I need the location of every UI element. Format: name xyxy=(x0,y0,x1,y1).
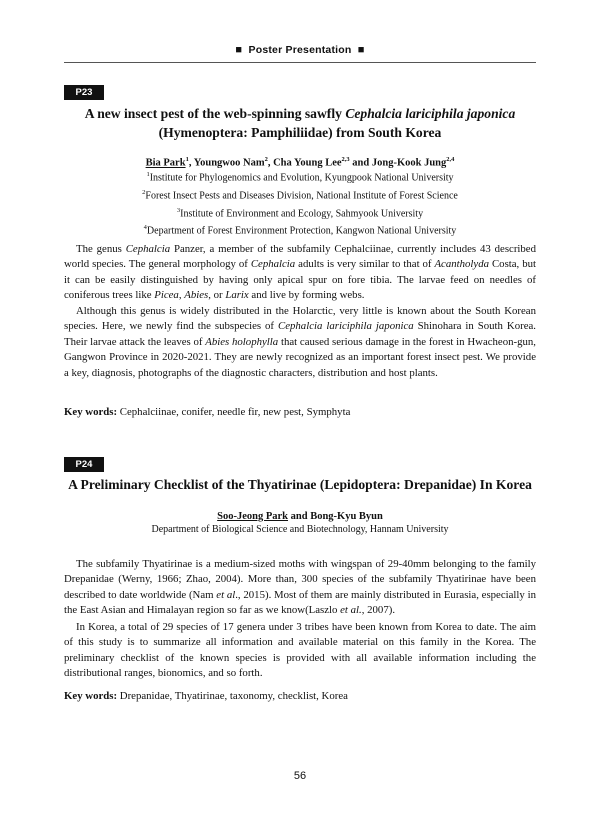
keywords-line xyxy=(64,405,536,420)
author-name: Cha Young Lee xyxy=(273,157,342,169)
italic-term: Abies holophylla xyxy=(205,335,279,348)
author-list xyxy=(64,510,536,524)
author-name: and Bong-Kyu Byun xyxy=(290,511,383,522)
page-number: 56 xyxy=(293,770,307,782)
affiliation-list xyxy=(64,168,536,239)
affiliation-line xyxy=(64,221,536,239)
author-sup: 1 xyxy=(185,156,189,163)
paragraph-text: that caused serious damage in the forest in Hwacheon-gun, Gangwon Province in 2020-2021. They are newly recognized as an important forest insect pest. We provide a key, diagnosis, photographs of the diagnostic characters, distribution and host plants. xyxy=(64,335,536,379)
header-text: Poster Presentation xyxy=(248,44,352,56)
title-text: A new insect pest of the web-spinning sawfly xyxy=(84,106,342,121)
affiliation-line: Department of Biological Science and Biotechnology, Hannam University xyxy=(151,524,449,535)
affil-text: Department of Forest Environment Protection, Kangwon National University xyxy=(146,225,457,237)
affil-sup: 2 xyxy=(142,188,146,196)
paragraph-text: Costa, but it can be easily distinguished by having only apical spur on fore tibia. The larvae feed on needles of coniferous trees like xyxy=(64,258,536,302)
italic-term: Cephalcia xyxy=(125,243,171,255)
author-sup: 2,3 xyxy=(341,156,350,163)
abstract-paragraph xyxy=(64,620,536,682)
author-name: Soo-Jeong Park xyxy=(217,511,289,522)
author-sup: 2,4 xyxy=(446,156,455,163)
keywords-line xyxy=(64,689,536,704)
abstract-title: A Preliminary Checklist of the Thyatirinae (Lepidoptera: Drepanidae) In Korea xyxy=(68,477,532,492)
italic-term: Picea xyxy=(154,289,179,302)
abstract-title xyxy=(64,104,536,142)
header-square-right: ■ xyxy=(357,44,365,56)
author-name: Bia Park xyxy=(145,157,186,169)
keywords-text: Drepanidae, Thyatirinae, taxonomy, checklist, Korea xyxy=(119,690,348,702)
paragraph-text: Shinohara in South Korea. Their larvae attack the leaves of xyxy=(64,320,536,348)
affiliation-line xyxy=(64,204,536,222)
author-sup: 2 xyxy=(264,156,268,163)
author-list: Bia Park$^1$, Youngwoo Nam$^2$, Cha Young Lee$^{2,3}$ and Jong-Kook Jung$^{2,4}$ xyxy=(145,156,455,169)
affil-text: Institute of Environment and Ecology, Sahmyook University xyxy=(180,207,424,219)
title-taxon: Cephalcia lariciphila japonica xyxy=(345,106,516,121)
paragraph-text: , xyxy=(178,289,185,302)
abstract-code-badge: P23 xyxy=(64,85,104,100)
italic-term: et al. xyxy=(340,604,362,617)
abstract-paragraph xyxy=(64,304,536,381)
keywords-label: Key words: xyxy=(64,406,118,418)
author-connector: and xyxy=(352,157,370,169)
paragraph-text: Although this genus is widely distributed in the Holarctic, very little is known about the South Korean species. Here, we newly find the subspecies of xyxy=(64,305,536,333)
paragraph-text: The genus xyxy=(76,243,126,255)
title-text-line2: (Hymenoptera: Pamphiliidae) from South Korea xyxy=(158,125,442,140)
author-name: Youngwoo Nam xyxy=(193,157,265,169)
italic-term: Larix xyxy=(225,289,249,302)
header-rule xyxy=(64,62,536,63)
keywords-label: Key words: xyxy=(64,690,118,702)
header-square-left: ■ xyxy=(235,44,243,56)
paragraph-text: adults is very similar to that of xyxy=(295,258,435,271)
paragraph-text: The subfamily Thyatirinae is a medium-sized moths with wingspan of 29-40mm belonging to the family Drepanidae (Werny, 1966; Zhao, 2004). More than, 300 species of the subfamily Thyatirinae have been described to date worldwide (Nam xyxy=(64,558,536,601)
italic-term: et al xyxy=(216,588,236,601)
paragraph-text: Panzer, a member of the subfamily Cephalciinae, currently includes 43 described world species. The general morphology of xyxy=(64,243,536,271)
abstract-code-badge: P24 xyxy=(64,457,104,472)
running-header xyxy=(64,44,536,56)
italic-term: Cephalcia lariciphila japonica xyxy=(278,320,414,333)
italic-term: Abies xyxy=(184,289,209,302)
paragraph-text: ., 2015). Most of them are mainly distributed in Eurasia, especially in the East Asian and Himalayan region so far as we know(Laszlo xyxy=(64,588,536,617)
keywords-text: Cephalciinae, conifer, needle fir, new pest, Symphyta xyxy=(119,406,351,418)
affil-sup: 1 xyxy=(146,171,150,178)
paragraph-text: , or xyxy=(208,289,226,302)
affil-sup: 4 xyxy=(143,224,147,232)
abstract-paragraph xyxy=(64,557,536,619)
italic-term: Cephalcia xyxy=(250,258,296,271)
paragraph-text: and live by forming webs. xyxy=(248,289,365,302)
paragraph-text: , 2007). xyxy=(361,604,396,617)
paragraph-text: In Korea, a total of 29 species of 17 genera under 3 tribes have been known from Korea to date. The aim of this study is to summarize all information and available material on this family in the Korea. The preliminary checklist of the known species is provided with all available information including the distributional ranges, bionomics, and so forth. xyxy=(64,621,536,680)
affil-sup: 3 xyxy=(176,206,181,214)
author-name: Jong-Kook Jung xyxy=(371,157,447,169)
affil-text: Institute for Phylogenomics and Evolution, Kyungpook National University xyxy=(149,172,454,184)
affiliation-line xyxy=(64,168,536,186)
affil-text: Forest Insect Pests and Diseases Division, National Institute of Forest Science xyxy=(145,190,458,202)
abstract-paragraph xyxy=(64,242,536,304)
affiliation-line xyxy=(64,186,536,204)
italic-term: Acantholyda xyxy=(434,258,490,271)
